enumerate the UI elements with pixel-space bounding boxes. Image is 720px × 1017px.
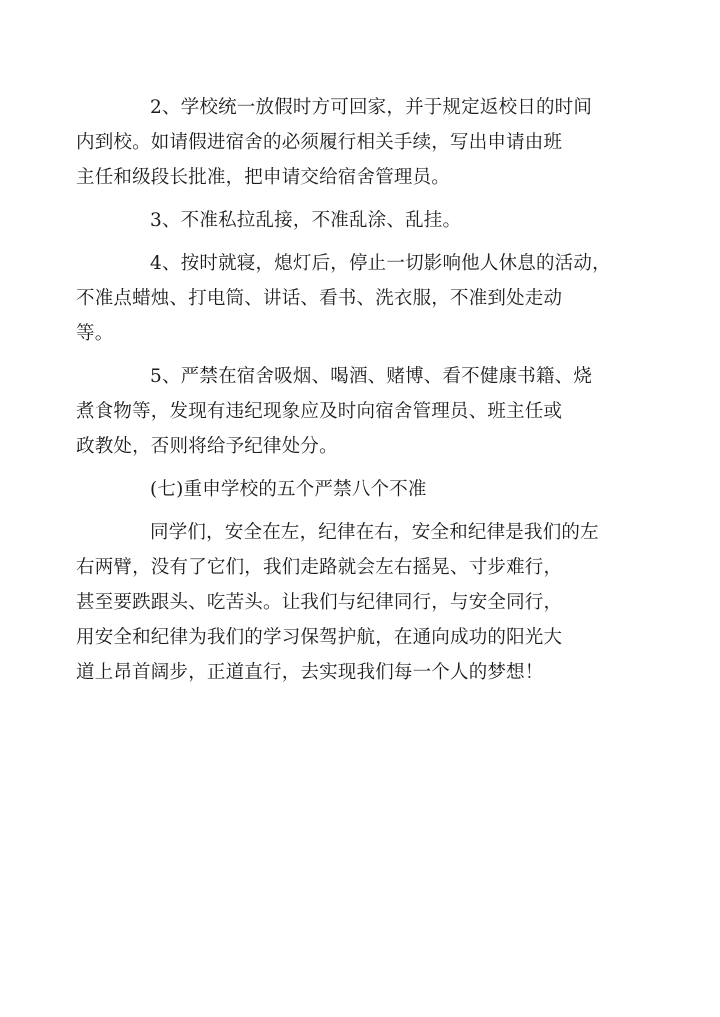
text-line: 2、学校统一放假时方可回家，并于规定返校日的时间	[150, 97, 593, 118]
heading-line: (七)重申学校的五个严禁八个不准	[150, 479, 427, 500]
text-line: 等。	[76, 323, 114, 344]
text-line: 内到校。如请假进宿舍的必须履行相关手续，写出申请由班	[76, 132, 563, 153]
section-heading	[113, 472, 616, 507]
text-line: 右两臂，没有了它们，我们走路就会左右摇晃、寸步难行，	[76, 557, 563, 578]
text-line: 甚至要跌跟头、吃苦头。让我们与纪律同行，与安全同行，	[76, 592, 563, 613]
document-body	[76, 90, 616, 698]
paragraph-rule-4	[76, 246, 616, 351]
text-line: 5、严禁在宿舍吸烟、喝酒、赌博、看不健康书籍、烧	[150, 366, 593, 387]
paragraph-rule-5	[76, 359, 616, 464]
paragraph-closing	[76, 515, 616, 690]
paragraph-rule-3	[113, 203, 616, 238]
text-line: 主任和级段长批准，把申请交给宿舍管理员。	[76, 167, 451, 188]
text-line: 道上昂首阔步，正道直行，去实现我们每一个人的梦想！	[76, 662, 544, 683]
text-line: 3、不准私拉乱接，不准乱涂、乱挂。	[150, 210, 462, 231]
text-line: 政教处，否则将给予纪律处分。	[76, 436, 338, 457]
text-line: 用安全和纪律为我们的学习保驾护航，在通向成功的阳光大	[76, 627, 563, 648]
paragraph-rule-2	[76, 90, 616, 195]
text-line: 4、按时就寝，熄灯后，停止一切影响他人休息的活动，	[150, 253, 611, 274]
text-line: 煮食物等，发现有违纪现象应及时向宿舍管理员、班主任或	[76, 401, 563, 422]
text-line: 同学们，安全在左，纪律在右，安全和纪律是我们的左	[150, 522, 599, 543]
text-line: 不准点蜡烛、打电筒、讲话、看书、洗衣服，不准到处走动	[76, 288, 563, 309]
